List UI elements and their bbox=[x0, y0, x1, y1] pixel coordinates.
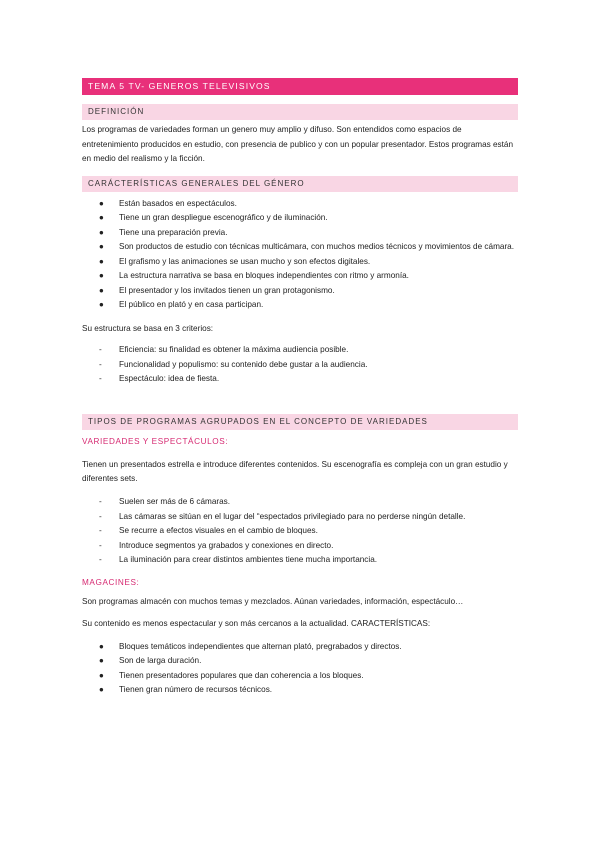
list-item: ● El grafismo y las animaciones se usan mucho y son efectos digitales. bbox=[82, 255, 518, 270]
list-item: ● El presentador y los invitados tienen un gran protagonismo. bbox=[82, 284, 518, 299]
variedades-paragraph: Tienen un presentados estrella e introduce diferentes contenidos. Su escenografía es compleja con un gran estudio y diferentes sets. bbox=[82, 459, 508, 484]
dash-marker: - bbox=[99, 511, 102, 521]
list-item: ● Tiene una preparación previa. bbox=[82, 226, 518, 241]
dash-marker: - bbox=[99, 374, 102, 384]
bullet-icon: ● bbox=[99, 227, 104, 237]
list-item: ● Son de larga duración. bbox=[82, 654, 518, 669]
list-item: - Suelen ser más de 6 cámaras. bbox=[82, 495, 518, 510]
bullet-icon: ● bbox=[99, 285, 104, 295]
list-item: ● Bloques temáticos independientes que alternan plató, pregrabados y directos. bbox=[82, 640, 518, 655]
list-item: - Se recurre a efectos visuales en el cambio de bloques. bbox=[82, 524, 518, 539]
section-heading-tipos: TIPOS DE PROGRAMAS AGRUPADOS EN EL CONCEPTO DE VARIEDADES bbox=[82, 414, 518, 430]
document-page bbox=[82, 78, 518, 698]
caracteristicas-list bbox=[82, 197, 518, 313]
bullet-icon: ● bbox=[99, 670, 104, 680]
subheading-magacines: MAGACINES: bbox=[82, 577, 140, 587]
bullet-icon: ● bbox=[99, 213, 104, 223]
magacines-list bbox=[82, 640, 518, 698]
bullet-icon: ● bbox=[99, 198, 104, 208]
list-item: - La iluminación para crear distintos ambientes tiene mucha importancia. bbox=[82, 553, 518, 568]
bullet-icon: ● bbox=[99, 656, 104, 666]
list-item: ● Tienen gran número de recursos técnicos. bbox=[82, 683, 518, 698]
list-item: ● El público en plató y en casa participan. bbox=[82, 298, 518, 313]
list-item: ● La estructura narrativa se basa en bloques independientes con ritmo y armonía. bbox=[82, 269, 518, 284]
bullet-icon: ● bbox=[99, 256, 104, 266]
list-item: - Las cámaras se sitúan en el lugar del “espectados privilegiado para no perderse ningún detalle. bbox=[82, 510, 518, 525]
section-heading-definicion: DEFINICIÓN bbox=[82, 104, 518, 120]
dash-marker: - bbox=[99, 555, 102, 565]
bullet-icon: ● bbox=[99, 685, 104, 695]
section-heading-caracteristicas: CARÁCTERÍSTICAS GENERALES DEL GÉNERO bbox=[82, 176, 518, 192]
magacines-paragraph-2: Su contenido es menos espectacular y son más cercanos a la actualidad. CARACTERÍSTICAS: bbox=[82, 619, 431, 629]
bullet-icon: ● bbox=[99, 271, 104, 281]
criterios-intro: Su estructura se basa en 3 criterios: bbox=[82, 323, 214, 333]
dash-marker: - bbox=[99, 526, 102, 536]
variedades-list bbox=[82, 495, 518, 568]
list-item: - Introduce segmentos ya grabados y conexiones en directo. bbox=[82, 539, 518, 554]
bullet-icon: ● bbox=[99, 641, 104, 651]
list-item: ● Tiene un gran despliegue escenográfico y de iluminación. bbox=[82, 211, 518, 226]
dash-marker: - bbox=[99, 540, 102, 550]
subheading-variedades: VARIEDADES Y ESPECTÁCULOS: bbox=[82, 436, 229, 446]
list-item: ● Son productos de estudio con técnicas multicámara, con muchos medios técnicos y movimientos de cámara. bbox=[82, 240, 518, 255]
list-item: - Espectáculo: idea de fiesta. bbox=[82, 372, 518, 387]
criterios-list bbox=[82, 343, 518, 387]
dash-marker: - bbox=[99, 345, 102, 355]
definicion-paragraph: Los programas de variedades forman un genero muy amplio y difuso. Son entendidos como espacios de entretenimiento producidos en estudio, con presencia de publico y con un popular presentador. Estos programas están en medio del realismo y la ficción. bbox=[82, 125, 514, 164]
list-item: ● Tienen presentadores populares que dan coherencia a los bloques. bbox=[82, 669, 518, 684]
bullet-icon: ● bbox=[99, 300, 104, 310]
list-item: - Eficiencia: su finalidad es obtener la máxima audiencia posible. bbox=[82, 343, 518, 358]
bullet-icon: ● bbox=[99, 242, 104, 252]
document-title: TEMA 5 TV- GENEROS TELEVISIVOS bbox=[82, 78, 518, 95]
dash-marker: - bbox=[99, 497, 102, 507]
list-item: ● Están basados en espectáculos. bbox=[82, 197, 518, 212]
dash-marker: - bbox=[99, 359, 102, 369]
magacines-paragraph-1: Son programas almacén con muchos temas y mezclados. Aúnan variedades, información, espectáculo… bbox=[82, 596, 464, 606]
list-item: - Funcionalidad y populismo: su contenido debe gustar a la audiencia. bbox=[82, 358, 518, 373]
